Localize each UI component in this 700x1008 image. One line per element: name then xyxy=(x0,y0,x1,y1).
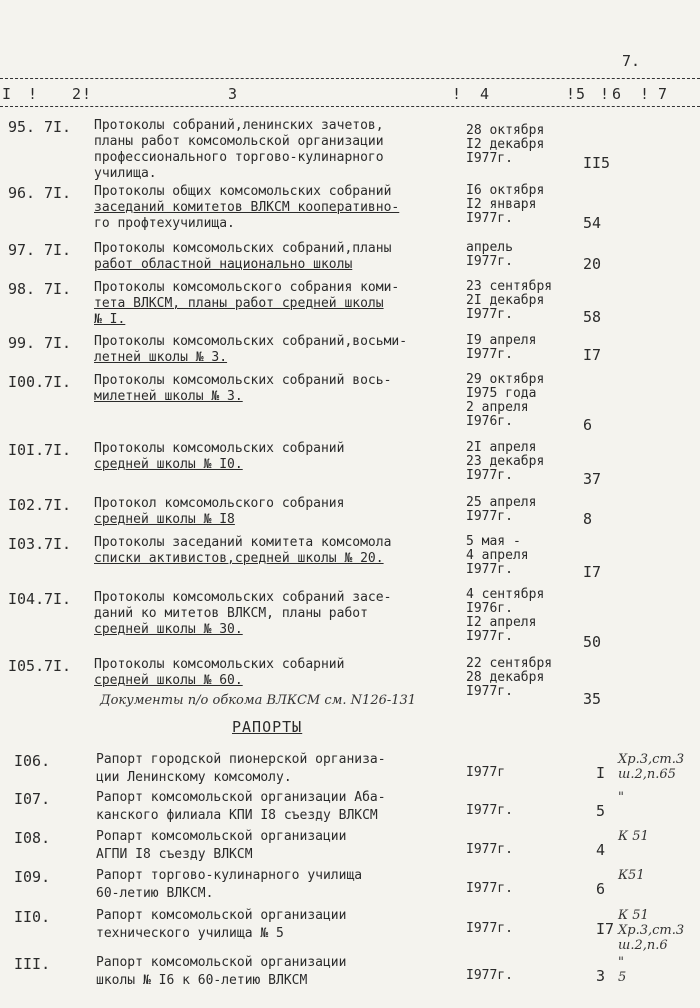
record-date-line: I977г. xyxy=(466,151,513,166)
record-description-line: средней школы № I8 xyxy=(94,512,235,527)
record-sheet-count: 6 xyxy=(583,416,593,434)
record-date-line: I975 года xyxy=(466,386,537,401)
record-date-line: I977г. xyxy=(466,629,513,644)
report-handwritten-note: ш.2,п.65 xyxy=(618,767,676,782)
report-description-line: Рапорт комсомольской организации xyxy=(96,908,347,923)
record-description-line: средней школы № I0. xyxy=(94,457,243,472)
record-date-line: 25 апреля xyxy=(466,495,537,510)
record-description-line: Протоколы комсомольских собраний вось- xyxy=(94,373,392,388)
record-number: I0I. xyxy=(8,441,45,459)
record-description-line: даний ко митетов ВЛКСМ, планы работ xyxy=(94,606,368,621)
report-number: I09. xyxy=(14,868,51,886)
record-date-line: 4 сентября xyxy=(466,587,545,602)
record-date-line: 22 сентября xyxy=(466,656,553,671)
page-number: 7. xyxy=(622,52,641,70)
record-sheet-count: 20 xyxy=(583,255,602,273)
record-sheet-count: 54 xyxy=(583,214,602,232)
record-sheet-count: I7 xyxy=(583,346,602,364)
record-description-line: Протоколы комсомольских собраний xyxy=(94,441,345,456)
record-description-line: Протоколы комсомольского собрания коми- xyxy=(94,280,400,295)
record-sheet-count: 8 xyxy=(583,510,593,528)
column-header-cell: ! xyxy=(600,85,611,103)
report-handwritten-note: К 51 xyxy=(618,829,649,844)
record-description-line: списки активистов,средней школы № 20. xyxy=(94,551,384,566)
record-date-line: I977г. xyxy=(466,347,513,362)
record-fond: 7I. xyxy=(44,334,72,352)
report-sheet-count: 4 xyxy=(596,841,606,859)
record-date-line: 23 декабря xyxy=(466,454,545,469)
report-date: I977г. xyxy=(466,968,513,983)
report-number: I07. xyxy=(14,790,51,808)
header-bottom-rule xyxy=(0,106,700,107)
column-header-cell: ! xyxy=(28,85,39,103)
record-date-line: I977г. xyxy=(466,509,513,524)
record-date-line: 2I апреля xyxy=(466,440,537,455)
record-description-line: Протоколы комсомольских собраний,планы xyxy=(94,241,392,256)
record-date-line: 2 апреля xyxy=(466,400,529,415)
record-date-line: I977г. xyxy=(466,254,513,269)
record-description-line: милетней школы № 3. xyxy=(94,389,243,404)
report-handwritten-note: " xyxy=(618,790,624,805)
record-number: I02. xyxy=(8,496,45,514)
record-date-line: апрель xyxy=(466,240,513,255)
column-header-cell: 7 xyxy=(658,85,669,103)
report-date: I977г. xyxy=(466,881,513,896)
record-fond: 7I. xyxy=(44,280,72,298)
record-fond: 7I. xyxy=(44,496,72,514)
record-description-line: средней школы № 30. xyxy=(94,622,243,637)
handwritten-note: Документы п/о обкома ВЛКСМ см. N126-131 xyxy=(100,693,417,708)
report-sheet-count: 5 xyxy=(596,802,606,820)
record-fond: 7I. xyxy=(44,241,72,259)
record-number: 97. xyxy=(8,241,36,259)
report-number: I08. xyxy=(14,829,51,847)
record-sheet-count: 37 xyxy=(583,470,602,488)
column-header-cell: I xyxy=(2,85,13,103)
record-date-line: I977г. xyxy=(466,684,513,699)
report-date: I977г. xyxy=(466,842,513,857)
record-date-line: I976г. xyxy=(466,601,513,616)
record-number: I05. xyxy=(8,657,45,675)
record-date-line: I977г. xyxy=(466,562,513,577)
record-date-line: I977г. xyxy=(466,307,513,322)
report-handwritten-note: " xyxy=(618,955,624,970)
record-sheet-count: 50 xyxy=(583,633,602,651)
record-fond: 7I. xyxy=(44,441,72,459)
record-description-line: работ областной национально школы xyxy=(94,257,353,272)
report-number: III. xyxy=(14,955,51,973)
report-description-line: Рапорт торгово-кулинарного училища xyxy=(96,868,363,883)
record-description-line: Протоколы общих комсомольских собраний xyxy=(94,184,392,199)
record-sheet-count: II5 xyxy=(583,154,611,172)
record-description-line: тета ВЛКСМ, планы работ средней школы xyxy=(94,296,384,311)
report-handwritten-note: 5 xyxy=(618,970,627,985)
report-number: II0. xyxy=(14,908,51,926)
report-description-line: Ропарт комсомольской организации xyxy=(96,829,347,844)
report-description-line: технического училища № 5 xyxy=(96,926,284,941)
record-description-line: средней школы № 60. xyxy=(94,673,243,688)
column-header-cell: 4 xyxy=(480,85,491,103)
record-description-line: училища. xyxy=(94,166,157,181)
report-date: I977г. xyxy=(466,803,513,818)
report-description-line: 60-летию ВЛКСМ. xyxy=(96,886,214,901)
column-header-cell: 2! xyxy=(72,85,93,103)
report-description-line: Рапорт комсомольской организации Аба- xyxy=(96,790,386,805)
record-number: I00. xyxy=(8,373,45,391)
record-description-line: го профтехучилища. xyxy=(94,216,235,231)
record-fond: 7I. xyxy=(44,118,72,136)
report-handwritten-note: ш.2,п.6 xyxy=(618,938,668,953)
report-handwritten-note: Хр.3,ст.3 xyxy=(618,752,685,767)
record-date-line: 23 сентября xyxy=(466,279,553,294)
record-date-line: I6 октября xyxy=(466,183,545,198)
record-date-line: I2 декабря xyxy=(466,137,545,152)
report-sheet-count: 3 xyxy=(596,967,606,985)
section-title-reports: РАПОРТЫ xyxy=(232,718,303,736)
record-number: 99. xyxy=(8,334,36,352)
record-description-line: заседаний комитетов ВЛКСМ кооперативно- xyxy=(94,200,400,215)
report-sheet-count: I xyxy=(596,764,606,782)
record-description-line: Протоколы комсомольских собраний,восьми- xyxy=(94,334,408,349)
record-sheet-count: 58 xyxy=(583,308,602,326)
report-handwritten-note: Хр.3,ст.3 xyxy=(618,923,685,938)
record-number: 98. xyxy=(8,280,36,298)
record-date-line: I2 января xyxy=(466,197,537,212)
column-header-cell: 6 xyxy=(612,85,623,103)
report-description-line: Рапорт городской пионерской организа- xyxy=(96,752,386,767)
record-fond: 7I. xyxy=(44,184,72,202)
record-description-line: № I. xyxy=(94,312,126,327)
record-number: I04. xyxy=(8,590,45,608)
record-fond: 7I. xyxy=(44,373,72,391)
record-description-line: Протокол комсомольского собрания xyxy=(94,496,345,511)
record-date-line: 29 октября xyxy=(466,372,545,387)
report-date: I977г. xyxy=(466,921,513,936)
record-date-line: 28 октября xyxy=(466,123,545,138)
record-sheet-count: I7 xyxy=(583,563,602,581)
report-description-line: школы № I6 к 60-летию ВЛКСМ xyxy=(96,973,308,988)
record-number: 96. xyxy=(8,184,36,202)
report-date: I977г xyxy=(466,765,506,780)
record-date-line: 5 мая - xyxy=(466,534,521,549)
report-handwritten-note: К51 xyxy=(618,868,645,883)
record-number: I03. xyxy=(8,535,45,553)
report-handwritten-note: К 51 xyxy=(618,908,649,923)
record-date-line: 4 апреля xyxy=(466,548,529,563)
column-header-cell: !5 xyxy=(566,85,587,103)
column-header-cell: ! xyxy=(640,85,651,103)
report-description-line: Рапорт комсомольской организации xyxy=(96,955,347,970)
record-date-line: I9 апреля xyxy=(466,333,537,348)
record-description-line: Протоколы комсомольских собарний xyxy=(94,657,345,672)
column-header-cell: ! xyxy=(452,85,463,103)
report-number: I06. xyxy=(14,752,51,770)
record-date-line: I977г. xyxy=(466,468,513,483)
record-number: 95. xyxy=(8,118,36,136)
record-sheet-count: 35 xyxy=(583,690,602,708)
report-sheet-count: I7 xyxy=(596,920,615,938)
header-top-rule xyxy=(0,78,700,79)
report-description-line: канского филиала КПИ I8 съезду ВЛКСМ xyxy=(96,808,378,823)
record-date-line: I977г. xyxy=(466,211,513,226)
record-fond: 7I. xyxy=(44,590,72,608)
record-description-line: планы работ комсомольской организации xyxy=(94,134,384,149)
column-header-cell: 3 xyxy=(228,85,239,103)
record-fond: 7I. xyxy=(44,657,72,675)
record-description-line: профессионального торгово-кулинарного xyxy=(94,150,384,165)
record-description-line: Протоколы собраний,ленинских зачетов, xyxy=(94,118,384,133)
record-fond: 7I. xyxy=(44,535,72,553)
report-sheet-count: 6 xyxy=(596,880,606,898)
record-date-line: 28 декабря xyxy=(466,670,545,685)
report-description-line: ции Ленинскому комсомолу. xyxy=(96,770,292,785)
record-description-line: летней школы № 3. xyxy=(94,350,228,365)
report-description-line: АГПИ I8 съезду ВЛКСМ xyxy=(96,847,253,862)
record-date-line: I2 апреля xyxy=(466,615,537,630)
record-date-line: 2I декабря xyxy=(466,293,545,308)
record-date-line: I976г. xyxy=(466,414,513,429)
record-description-line: Протоколы заседаний комитета комсомола xyxy=(94,535,392,550)
record-description-line: Протоколы комсомольских собраний засе- xyxy=(94,590,392,605)
